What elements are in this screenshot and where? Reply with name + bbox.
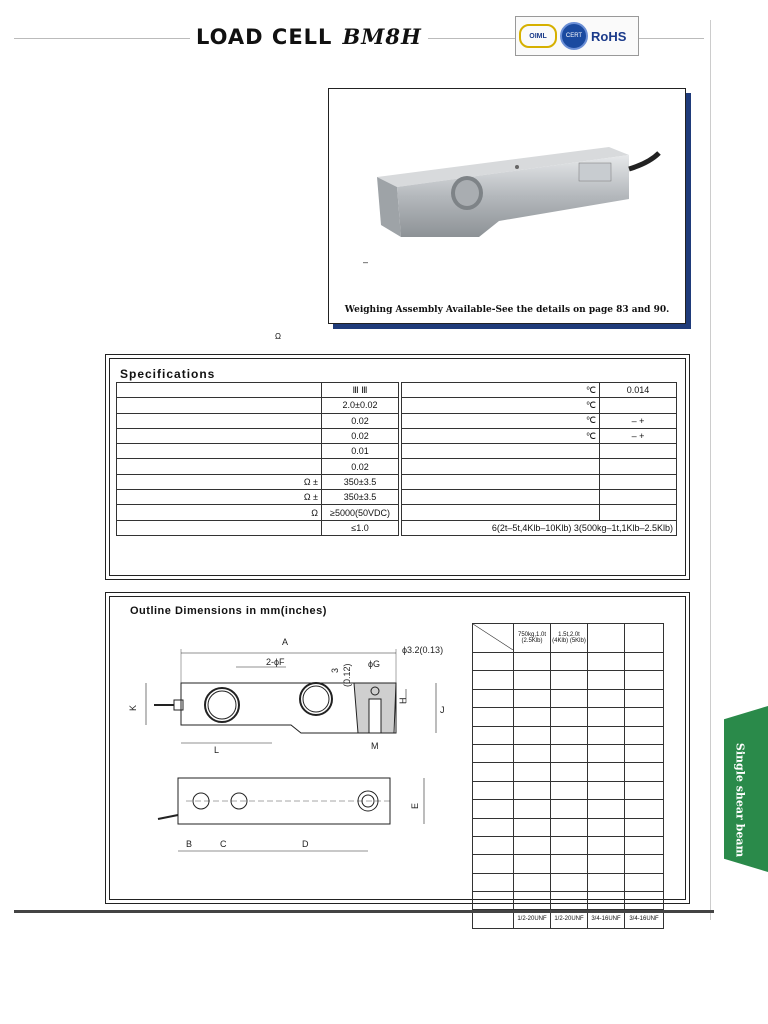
photo-caption: Weighing Assembly Available-See the details on page 83 and 90.: [344, 305, 670, 315]
dim-cell: [588, 744, 625, 762]
dim-cell: [588, 873, 625, 891]
spec-value: ≤1.0: [322, 520, 399, 535]
dim-cell: [473, 726, 514, 744]
spec-value: 0.01: [322, 444, 399, 459]
dim-cell: [514, 763, 551, 781]
spec-table-right: [401, 382, 677, 536]
dim-cell: [588, 671, 625, 689]
dim-row: [473, 836, 664, 854]
dim-cell: [625, 818, 664, 836]
dim-row: [473, 726, 664, 744]
spec-label: Ω ±: [117, 490, 322, 505]
spec-value: 350±3.5: [322, 490, 399, 505]
spec-label: ℃: [402, 383, 600, 398]
spec-label: [117, 398, 322, 413]
outline-title: Outline Dimensions in mm(inches): [130, 605, 327, 617]
dim-label-H: H: [398, 697, 408, 704]
load-cell-photo: [329, 89, 685, 289]
spec-label: [117, 428, 322, 443]
spec-row: [117, 444, 399, 459]
specifications-title: Specifications: [120, 367, 216, 381]
spec-row: [117, 428, 399, 443]
spec-label: [117, 413, 322, 428]
dim-cell: [473, 708, 514, 726]
dim-cell: [473, 781, 514, 799]
dim-cell: [588, 726, 625, 744]
spec-label: [117, 383, 322, 398]
dim-cell: [588, 689, 625, 707]
dim-row: [473, 781, 664, 799]
dim-cell: [551, 726, 588, 744]
spec-row: [402, 398, 677, 413]
dim-cell: [588, 855, 625, 873]
dim-cell: [588, 653, 625, 671]
dim-cell: [551, 836, 588, 854]
dim-row: [473, 892, 664, 910]
spec-label: [117, 520, 322, 535]
dim-footer-cell: 3/4-16UNF: [588, 910, 625, 928]
spec-row: [402, 520, 677, 535]
spec-value: [600, 398, 677, 413]
dim-cell: [514, 892, 551, 910]
spec-label: [402, 505, 600, 520]
spec-row: [117, 383, 399, 398]
dim-cell: [551, 763, 588, 781]
dim-label-J: J: [440, 705, 445, 715]
spec-label: [402, 490, 600, 505]
photo-dash: –: [363, 257, 369, 267]
right-margin-rule: [710, 20, 711, 920]
dim-cell: [625, 855, 664, 873]
dim-cell: [625, 800, 664, 818]
dim-cell: [588, 892, 625, 910]
dim-label-offset: (0.12): [342, 663, 352, 687]
dim-cell: [588, 708, 625, 726]
spec-label: [117, 444, 322, 459]
dim-label-hole: ϕ3.2(0.13): [402, 645, 444, 655]
spec-table-left: [116, 382, 399, 536]
spec-value: 350±3.5: [322, 474, 399, 489]
product-photo-box: [328, 88, 686, 324]
oiml-logo: OIML: [519, 24, 557, 48]
dim-cell: [625, 689, 664, 707]
dim-footer-cell: 1/2-20UNF: [551, 910, 588, 928]
dim-header-row: [473, 624, 664, 653]
spec-label: [402, 474, 600, 489]
dim-header-cell: [625, 624, 664, 653]
spec-value: [600, 490, 677, 505]
dim-cell: [625, 873, 664, 891]
dim-cell: [588, 818, 625, 836]
dim-cell: [514, 818, 551, 836]
spec-label: [117, 459, 322, 474]
dim-row: [473, 653, 664, 671]
dim-row: [473, 818, 664, 836]
dim-row: [473, 671, 664, 689]
spec-label: 6(2t–5t,4Klb–10Klb) 3(500kg–1t,1Klb–2.5Klb): [402, 520, 677, 535]
dim-cell: [473, 892, 514, 910]
dim-cell: [514, 855, 551, 873]
dim-cell: [588, 800, 625, 818]
dim-cell: [551, 892, 588, 910]
spec-row: [117, 474, 399, 489]
dim-label-B: B: [186, 839, 193, 849]
dim-label-A: A: [282, 637, 289, 647]
dim-cell: [551, 818, 588, 836]
dim-row: [473, 873, 664, 891]
dimension-table: [472, 623, 664, 929]
spec-value: 0.02: [322, 428, 399, 443]
spec-row: [402, 474, 677, 489]
spec-row: [402, 490, 677, 505]
spec-row: [402, 383, 677, 398]
spec-row: [402, 444, 677, 459]
dim-cell: [514, 744, 551, 762]
spec-value: 2.0±0.02: [322, 398, 399, 413]
spec-value: [600, 459, 677, 474]
dim-cell: [625, 781, 664, 799]
dim-cell: [473, 818, 514, 836]
spec-value: 0.02: [322, 459, 399, 474]
footer-rule: [14, 910, 714, 913]
dim-cell: [514, 781, 551, 799]
spec-label: ℃: [402, 398, 600, 413]
dim-header-cell: 750kg,1.0t (2.5Klb): [514, 624, 551, 653]
rohs-logo: RoHS: [591, 28, 627, 44]
dim-cell: [514, 836, 551, 854]
dim-cell: [588, 763, 625, 781]
dim-cell: [473, 873, 514, 891]
dim-row: [473, 800, 664, 818]
dim-cell: [551, 689, 588, 707]
dim-cell: [551, 781, 588, 799]
dim-cell: [625, 892, 664, 910]
spec-row: [117, 398, 399, 413]
spec-value: 0.02: [322, 413, 399, 428]
outline-dimensions-box: [105, 592, 690, 923]
spec-row: [117, 413, 399, 428]
dim-cell: [551, 800, 588, 818]
dim-cell: [514, 726, 551, 744]
dim-cell: [514, 653, 551, 671]
dim-label-three: 3: [330, 667, 340, 673]
dim-cell: [473, 763, 514, 781]
spec-label: Ω: [117, 505, 322, 520]
spec-value: [600, 474, 677, 489]
spec-label: [402, 444, 600, 459]
dim-cell: [473, 836, 514, 854]
dim-cell: [514, 800, 551, 818]
spec-row: [117, 520, 399, 535]
dim-header-cell: 1.5t,2.0t (4Klb) (5Klb): [551, 624, 588, 653]
dim-row: [473, 708, 664, 726]
dim-cell: [514, 671, 551, 689]
dim-cell: [551, 855, 588, 873]
spec-label: Ω ±: [117, 474, 322, 489]
specifications-box: [105, 354, 690, 580]
dim-label-C: C: [220, 839, 227, 849]
cert-seal-logo: CERT: [560, 22, 588, 50]
dim-label-E: E: [410, 802, 420, 809]
spec-value: 0.014: [600, 383, 677, 398]
page-title: [190, 24, 428, 49]
spec-row: [117, 505, 399, 520]
dim-cell: [473, 653, 514, 671]
dim-cell: [514, 708, 551, 726]
dim-cell: [625, 744, 664, 762]
dim-corner-cell: [473, 624, 514, 653]
dim-cell: [551, 744, 588, 762]
omega-note: Ω: [275, 332, 281, 341]
dim-row: [473, 744, 664, 762]
dim-cell: [625, 708, 664, 726]
dim-cell: [514, 689, 551, 707]
dim-cell: [588, 781, 625, 799]
dim-label-D: D: [302, 839, 309, 849]
dim-cell: [551, 653, 588, 671]
dim-label-G: ϕG: [368, 659, 381, 669]
spec-value: – +: [600, 428, 677, 443]
dim-label-L: L: [214, 745, 220, 755]
dimension-drawing: [106, 593, 466, 893]
spec-row: [402, 459, 677, 474]
dim-cell: [551, 708, 588, 726]
spec-row: [402, 413, 677, 428]
spec-value: [600, 444, 677, 459]
dim-label-M: M: [371, 741, 379, 751]
section-tab-label: Single shear beam: [733, 742, 747, 858]
dim-cell: [551, 873, 588, 891]
spec-row: [117, 459, 399, 474]
dim-row: [473, 763, 664, 781]
spec-label: ℃: [402, 413, 600, 428]
dim-row: [473, 855, 664, 873]
spec-label: [402, 459, 600, 474]
model-text: BM8H: [342, 24, 422, 49]
dim-footer-cell: 1/2-20UNF: [514, 910, 551, 928]
dim-cell: [551, 671, 588, 689]
dim-cell: [625, 763, 664, 781]
dim-cell: [625, 836, 664, 854]
dim-cell: [625, 671, 664, 689]
spec-value: – +: [600, 413, 677, 428]
dim-label-K: K: [128, 704, 138, 711]
spec-label: ℃: [402, 428, 600, 443]
spec-value: ≥5000(50VDC): [322, 505, 399, 520]
dim-label-F: 2-ϕF: [266, 657, 285, 667]
spec-value: Ⅲ Ⅲ: [322, 383, 399, 398]
certification-badges: [515, 16, 639, 56]
spec-row: [402, 505, 677, 520]
spec-row: [402, 428, 677, 443]
dim-cell: [473, 800, 514, 818]
dim-cell: [473, 855, 514, 873]
spec-row: [117, 490, 399, 505]
dim-cell: [588, 836, 625, 854]
dim-cell: [473, 744, 514, 762]
dim-cell: [514, 873, 551, 891]
dim-row: [473, 689, 664, 707]
dim-cell: [625, 653, 664, 671]
dim-header-cell: [588, 624, 625, 653]
dim-cell: [473, 671, 514, 689]
title-text: LOAD CELL: [196, 25, 333, 49]
dim-cell: [473, 689, 514, 707]
dim-footer-cell: 3/4-16UNF: [625, 910, 664, 928]
dim-cell: [625, 726, 664, 744]
spec-value: [600, 505, 677, 520]
